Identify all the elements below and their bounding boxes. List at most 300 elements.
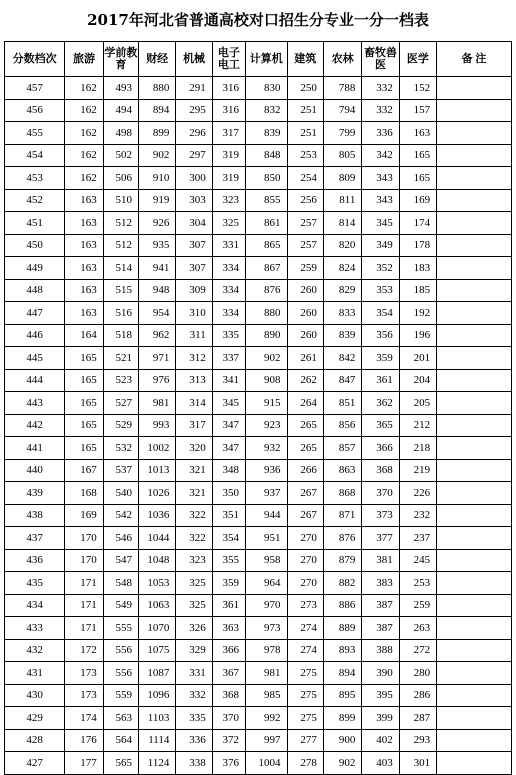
- table-row: [5, 729, 512, 752]
- cell-tourism: 169: [65, 504, 103, 527]
- cell-construction: 274: [287, 639, 323, 662]
- cell-preschool: 493: [103, 77, 138, 100]
- cell-preschool: 556: [103, 639, 138, 662]
- header-preschool: 学前教育: [103, 42, 138, 77]
- cell-tourism: 165: [65, 414, 103, 437]
- table-row: [5, 279, 512, 302]
- cell-construction: 265: [287, 414, 323, 437]
- cell-rank: 449: [5, 257, 65, 280]
- cell-medicine: 232: [399, 504, 436, 527]
- cell-agriculture: 811: [323, 189, 361, 212]
- cell-medicine: 280: [399, 662, 436, 685]
- table-row: [5, 549, 512, 572]
- cell-tourism: 163: [65, 212, 103, 235]
- header-electrical: 电子电工: [212, 42, 245, 77]
- table-row: [5, 752, 512, 775]
- cell-preschool: 521: [103, 347, 138, 370]
- cell-finance: 894: [139, 99, 176, 122]
- cell-tourism: 170: [65, 549, 103, 572]
- cell-preschool: 556: [103, 662, 138, 685]
- cell-computer: 839: [245, 122, 287, 145]
- cell-rank: 450: [5, 234, 65, 257]
- cell-agriculture: 839: [323, 324, 361, 347]
- table-row: [5, 212, 512, 235]
- cell-notes: [437, 729, 512, 752]
- table-row: [5, 324, 512, 347]
- cell-computer: 876: [245, 279, 287, 302]
- cell-construction: 267: [287, 504, 323, 527]
- cell-notes: [437, 212, 512, 235]
- cell-medicine: 163: [399, 122, 436, 145]
- cell-computer: 867: [245, 257, 287, 280]
- table-row: [5, 459, 512, 482]
- cell-rank: 439: [5, 482, 65, 505]
- cell-finance: 941: [139, 257, 176, 280]
- cell-preschool: 498: [103, 122, 138, 145]
- cell-medicine: 218: [399, 437, 436, 460]
- cell-tourism: 163: [65, 234, 103, 257]
- cell-rank: 442: [5, 414, 65, 437]
- cell-mechanical: 326: [176, 617, 212, 640]
- cell-tourism: 171: [65, 572, 103, 595]
- cell-rank: 448: [5, 279, 65, 302]
- cell-electrical: 337: [212, 347, 245, 370]
- cell-agriculture: 886: [323, 594, 361, 617]
- cell-medicine: 286: [399, 684, 436, 707]
- cell-construction: 275: [287, 684, 323, 707]
- cell-notes: [437, 392, 512, 415]
- cell-notes: [437, 122, 512, 145]
- cell-veterinary: 368: [362, 459, 399, 482]
- cell-veterinary: 353: [362, 279, 399, 302]
- cell-computer: 915: [245, 392, 287, 415]
- header-construction: 建筑: [287, 42, 323, 77]
- cell-tourism: 173: [65, 662, 103, 685]
- cell-finance: 1096: [139, 684, 176, 707]
- cell-agriculture: 851: [323, 392, 361, 415]
- cell-construction: 250: [287, 77, 323, 100]
- header-tourism: 旅游: [65, 42, 103, 77]
- cell-notes: [437, 617, 512, 640]
- cell-construction: 267: [287, 482, 323, 505]
- cell-construction: 275: [287, 707, 323, 730]
- cell-tourism: 177: [65, 752, 103, 775]
- cell-mechanical: 296: [176, 122, 212, 145]
- cell-veterinary: 336: [362, 122, 399, 145]
- header-veterinary: 畜牧兽医: [362, 42, 399, 77]
- cell-notes: [437, 257, 512, 280]
- header-notes: 备 注: [437, 42, 512, 77]
- cell-veterinary: 377: [362, 527, 399, 550]
- cell-finance: 1124: [139, 752, 176, 775]
- cell-electrical: 359: [212, 572, 245, 595]
- cell-electrical: 350: [212, 482, 245, 505]
- cell-construction: 277: [287, 729, 323, 752]
- cell-electrical: 347: [212, 437, 245, 460]
- cell-tourism: 174: [65, 707, 103, 730]
- table-row: [5, 144, 512, 167]
- cell-agriculture: 799: [323, 122, 361, 145]
- cell-veterinary: 359: [362, 347, 399, 370]
- cell-agriculture: 889: [323, 617, 361, 640]
- cell-agriculture: 809: [323, 167, 361, 190]
- cell-agriculture: 893: [323, 639, 361, 662]
- cell-preschool: 546: [103, 527, 138, 550]
- cell-finance: 1075: [139, 639, 176, 662]
- cell-computer: 985: [245, 684, 287, 707]
- table-row: [5, 504, 512, 527]
- cell-notes: [437, 302, 512, 325]
- cell-electrical: 319: [212, 167, 245, 190]
- cell-veterinary: 373: [362, 504, 399, 527]
- cell-finance: 902: [139, 144, 176, 167]
- cell-veterinary: 343: [362, 189, 399, 212]
- header-finance: 财经: [139, 42, 176, 77]
- cell-mechanical: 321: [176, 459, 212, 482]
- cell-notes: [437, 594, 512, 617]
- cell-medicine: 293: [399, 729, 436, 752]
- cell-construction: 256: [287, 189, 323, 212]
- cell-construction: 251: [287, 99, 323, 122]
- cell-mechanical: 313: [176, 369, 212, 392]
- cell-notes: [437, 369, 512, 392]
- cell-veterinary: 352: [362, 257, 399, 280]
- cell-construction: 260: [287, 279, 323, 302]
- cell-veterinary: 342: [362, 144, 399, 167]
- cell-finance: 910: [139, 167, 176, 190]
- cell-electrical: 366: [212, 639, 245, 662]
- table-row: [5, 572, 512, 595]
- cell-computer: 973: [245, 617, 287, 640]
- cell-electrical: 325: [212, 212, 245, 235]
- cell-finance: 981: [139, 392, 176, 415]
- cell-notes: [437, 189, 512, 212]
- cell-mechanical: 325: [176, 572, 212, 595]
- cell-electrical: 335: [212, 324, 245, 347]
- cell-rank: 445: [5, 347, 65, 370]
- cell-tourism: 165: [65, 437, 103, 460]
- cell-construction: 275: [287, 662, 323, 685]
- cell-preschool: 564: [103, 729, 138, 752]
- cell-notes: [437, 549, 512, 572]
- cell-computer: 890: [245, 324, 287, 347]
- cell-preschool: 547: [103, 549, 138, 572]
- cell-agriculture: 847: [323, 369, 361, 392]
- cell-tourism: 163: [65, 302, 103, 325]
- cell-mechanical: 304: [176, 212, 212, 235]
- cell-medicine: 165: [399, 167, 436, 190]
- cell-computer: 997: [245, 729, 287, 752]
- cell-electrical: 367: [212, 662, 245, 685]
- cell-computer: 978: [245, 639, 287, 662]
- cell-medicine: 192: [399, 302, 436, 325]
- cell-electrical: 341: [212, 369, 245, 392]
- cell-tourism: 168: [65, 482, 103, 505]
- cell-medicine: 174: [399, 212, 436, 235]
- cell-rank: 437: [5, 527, 65, 550]
- cell-agriculture: 794: [323, 99, 361, 122]
- cell-computer: 936: [245, 459, 287, 482]
- cell-preschool: 514: [103, 257, 138, 280]
- cell-medicine: 169: [399, 189, 436, 212]
- cell-medicine: 157: [399, 99, 436, 122]
- cell-finance: 1036: [139, 504, 176, 527]
- cell-electrical: 368: [212, 684, 245, 707]
- cell-veterinary: 388: [362, 639, 399, 662]
- cell-medicine: 263: [399, 617, 436, 640]
- cell-medicine: 212: [399, 414, 436, 437]
- cell-preschool: 502: [103, 144, 138, 167]
- cell-construction: 260: [287, 324, 323, 347]
- table-row: [5, 257, 512, 280]
- cell-tourism: 162: [65, 77, 103, 100]
- cell-construction: 265: [287, 437, 323, 460]
- cell-medicine: 219: [399, 459, 436, 482]
- cell-agriculture: 902: [323, 752, 361, 775]
- cell-electrical: 319: [212, 144, 245, 167]
- cell-agriculture: 820: [323, 234, 361, 257]
- header-medicine: 医学: [399, 42, 436, 77]
- cell-electrical: 376: [212, 752, 245, 775]
- table-row: [5, 482, 512, 505]
- cell-agriculture: 895: [323, 684, 361, 707]
- document-title: 2017年河北省普通高校对口招生分专业一分一档表: [87, 11, 429, 29]
- cell-construction: 270: [287, 549, 323, 572]
- cell-construction: 270: [287, 572, 323, 595]
- cell-preschool: 506: [103, 167, 138, 190]
- cell-finance: 1053: [139, 572, 176, 595]
- cell-construction: 254: [287, 167, 323, 190]
- cell-preschool: 532: [103, 437, 138, 460]
- table-row: [5, 167, 512, 190]
- cell-veterinary: 387: [362, 617, 399, 640]
- cell-preschool: 515: [103, 279, 138, 302]
- cell-rank: 446: [5, 324, 65, 347]
- cell-mechanical: 321: [176, 482, 212, 505]
- cell-computer: 981: [245, 662, 287, 685]
- cell-rank: 451: [5, 212, 65, 235]
- cell-mechanical: 310: [176, 302, 212, 325]
- cell-preschool: 518: [103, 324, 138, 347]
- cell-veterinary: 354: [362, 302, 399, 325]
- cell-finance: 954: [139, 302, 176, 325]
- cell-computer: 902: [245, 347, 287, 370]
- cell-notes: [437, 459, 512, 482]
- cell-mechanical: 314: [176, 392, 212, 415]
- cell-construction: 266: [287, 459, 323, 482]
- cell-construction: 274: [287, 617, 323, 640]
- cell-electrical: 334: [212, 279, 245, 302]
- cell-mechanical: 295: [176, 99, 212, 122]
- cell-medicine: 205: [399, 392, 436, 415]
- cell-preschool: 549: [103, 594, 138, 617]
- cell-veterinary: 366: [362, 437, 399, 460]
- cell-mechanical: 311: [176, 324, 212, 347]
- cell-electrical: 317: [212, 122, 245, 145]
- cell-finance: 1002: [139, 437, 176, 460]
- table-row: [5, 347, 512, 370]
- table-row: [5, 234, 512, 257]
- cell-finance: 1087: [139, 662, 176, 685]
- cell-rank: 433: [5, 617, 65, 640]
- cell-electrical: 334: [212, 302, 245, 325]
- cell-veterinary: 332: [362, 77, 399, 100]
- cell-electrical: 348: [212, 459, 245, 482]
- cell-notes: [437, 752, 512, 775]
- cell-preschool: 512: [103, 234, 138, 257]
- cell-tourism: 162: [65, 122, 103, 145]
- cell-veterinary: 361: [362, 369, 399, 392]
- cell-veterinary: 343: [362, 167, 399, 190]
- cell-medicine: 178: [399, 234, 436, 257]
- cell-agriculture: 833: [323, 302, 361, 325]
- table-row: [5, 662, 512, 685]
- cell-agriculture: 899: [323, 707, 361, 730]
- cell-agriculture: 788: [323, 77, 361, 100]
- cell-notes: [437, 347, 512, 370]
- cell-medicine: 253: [399, 572, 436, 595]
- cell-tourism: 167: [65, 459, 103, 482]
- cell-computer: 992: [245, 707, 287, 730]
- cell-mechanical: 291: [176, 77, 212, 100]
- cell-notes: [437, 324, 512, 347]
- cell-preschool: 542: [103, 504, 138, 527]
- cell-preschool: 565: [103, 752, 138, 775]
- cell-electrical: 355: [212, 549, 245, 572]
- cell-construction: 270: [287, 527, 323, 550]
- cell-computer: 908: [245, 369, 287, 392]
- cell-agriculture: 900: [323, 729, 361, 752]
- cell-mechanical: 335: [176, 707, 212, 730]
- cell-mechanical: 322: [176, 504, 212, 527]
- table-row: [5, 392, 512, 415]
- cell-construction: 264: [287, 392, 323, 415]
- cell-medicine: 201: [399, 347, 436, 370]
- cell-finance: 1044: [139, 527, 176, 550]
- cell-medicine: 204: [399, 369, 436, 392]
- cell-computer: 932: [245, 437, 287, 460]
- cell-tourism: 162: [65, 99, 103, 122]
- cell-rank: 438: [5, 504, 65, 527]
- cell-computer: 964: [245, 572, 287, 595]
- cell-construction: 257: [287, 212, 323, 235]
- table-row: [5, 189, 512, 212]
- cell-finance: 1114: [139, 729, 176, 752]
- cell-medicine: 183: [399, 257, 436, 280]
- cell-electrical: 345: [212, 392, 245, 415]
- cell-medicine: 301: [399, 752, 436, 775]
- cell-notes: [437, 144, 512, 167]
- cell-medicine: 237: [399, 527, 436, 550]
- cell-rank: 429: [5, 707, 65, 730]
- score-distribution-table: [4, 41, 512, 775]
- cell-agriculture: 842: [323, 347, 361, 370]
- cell-computer: 951: [245, 527, 287, 550]
- cell-preschool: 555: [103, 617, 138, 640]
- cell-computer: 848: [245, 144, 287, 167]
- cell-computer: 832: [245, 99, 287, 122]
- cell-notes: [437, 527, 512, 550]
- cell-mechanical: 323: [176, 549, 212, 572]
- cell-medicine: 165: [399, 144, 436, 167]
- cell-preschool: 540: [103, 482, 138, 505]
- cell-veterinary: 383: [362, 572, 399, 595]
- cell-finance: 962: [139, 324, 176, 347]
- cell-computer: 830: [245, 77, 287, 100]
- cell-electrical: 316: [212, 99, 245, 122]
- cell-finance: 971: [139, 347, 176, 370]
- cell-notes: [437, 234, 512, 257]
- table-row: [5, 437, 512, 460]
- cell-agriculture: 805: [323, 144, 361, 167]
- cell-preschool: 510: [103, 189, 138, 212]
- cell-finance: 948: [139, 279, 176, 302]
- cell-finance: 935: [139, 234, 176, 257]
- cell-agriculture: 894: [323, 662, 361, 685]
- table-row: [5, 302, 512, 325]
- cell-preschool: 523: [103, 369, 138, 392]
- cell-medicine: 245: [399, 549, 436, 572]
- cell-tourism: 173: [65, 684, 103, 707]
- cell-veterinary: 387: [362, 594, 399, 617]
- cell-electrical: 351: [212, 504, 245, 527]
- cell-rank: 456: [5, 99, 65, 122]
- table-row: [5, 594, 512, 617]
- cell-notes: [437, 572, 512, 595]
- table-row: [5, 527, 512, 550]
- cell-preschool: 529: [103, 414, 138, 437]
- cell-electrical: 331: [212, 234, 245, 257]
- cell-medicine: 259: [399, 594, 436, 617]
- cell-agriculture: 876: [323, 527, 361, 550]
- cell-mechanical: 322: [176, 527, 212, 550]
- cell-rank: 428: [5, 729, 65, 752]
- cell-notes: [437, 662, 512, 685]
- cell-veterinary: 349: [362, 234, 399, 257]
- cell-veterinary: 395: [362, 684, 399, 707]
- cell-notes: [437, 414, 512, 437]
- header-agriculture: 农林: [323, 42, 361, 77]
- cell-preschool: 527: [103, 392, 138, 415]
- cell-veterinary: 390: [362, 662, 399, 685]
- cell-rank: 444: [5, 369, 65, 392]
- cell-construction: 251: [287, 122, 323, 145]
- cell-finance: 899: [139, 122, 176, 145]
- cell-agriculture: 824: [323, 257, 361, 280]
- cell-computer: 855: [245, 189, 287, 212]
- cell-tourism: 163: [65, 257, 103, 280]
- cell-preschool: 537: [103, 459, 138, 482]
- cell-tourism: 172: [65, 639, 103, 662]
- cell-veterinary: 399: [362, 707, 399, 730]
- cell-computer: 861: [245, 212, 287, 235]
- cell-medicine: 196: [399, 324, 436, 347]
- cell-preschool: 563: [103, 707, 138, 730]
- table-row: [5, 684, 512, 707]
- cell-agriculture: 868: [323, 482, 361, 505]
- cell-tourism: 163: [65, 279, 103, 302]
- cell-preschool: 516: [103, 302, 138, 325]
- cell-construction: 257: [287, 234, 323, 257]
- cell-rank: 432: [5, 639, 65, 662]
- cell-mechanical: 329: [176, 639, 212, 662]
- cell-finance: 976: [139, 369, 176, 392]
- cell-electrical: 363: [212, 617, 245, 640]
- cell-computer: 944: [245, 504, 287, 527]
- cell-electrical: 354: [212, 527, 245, 550]
- cell-finance: 880: [139, 77, 176, 100]
- cell-rank: 443: [5, 392, 65, 415]
